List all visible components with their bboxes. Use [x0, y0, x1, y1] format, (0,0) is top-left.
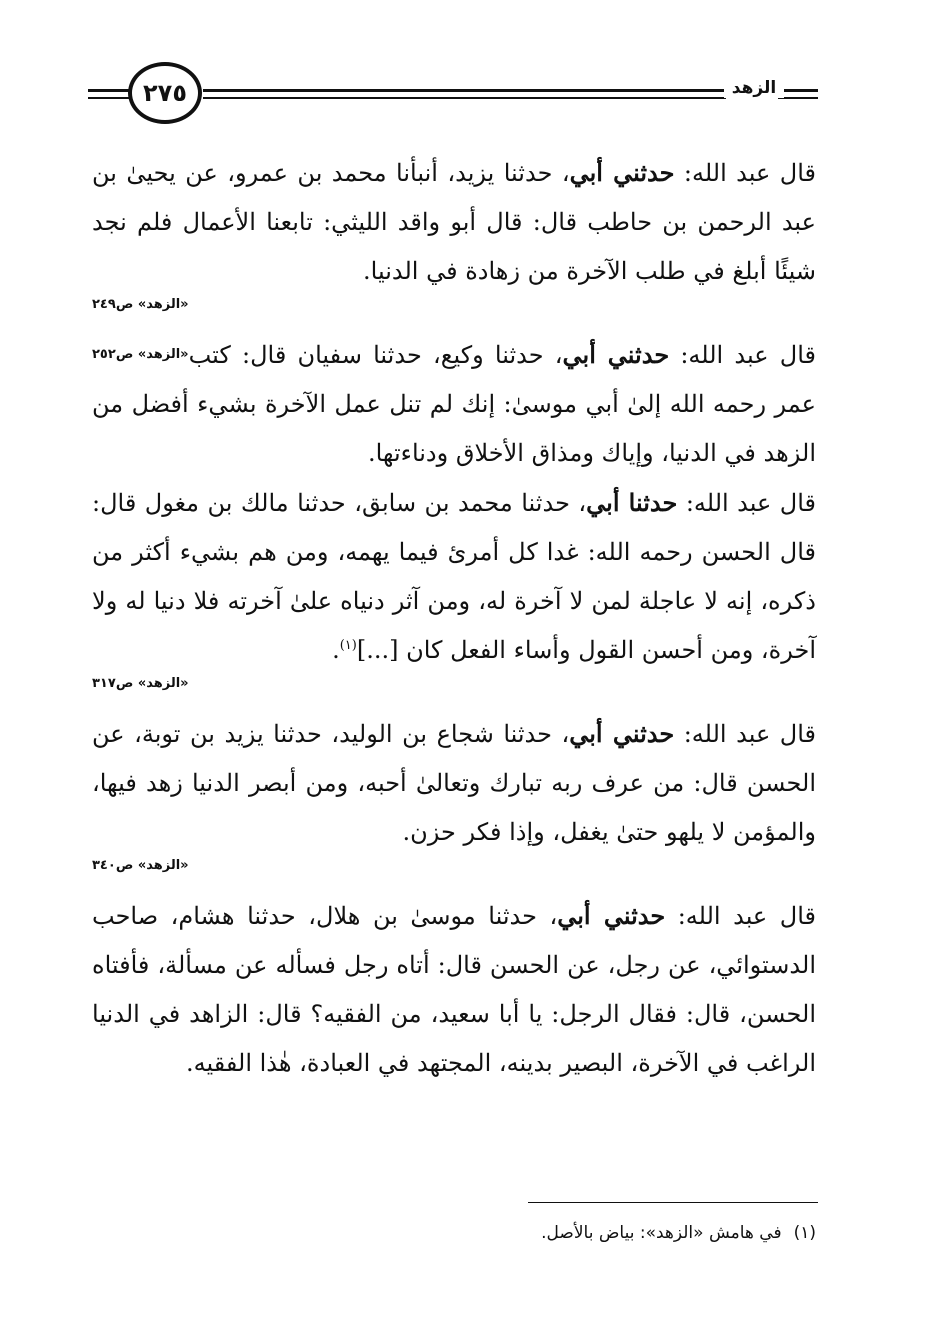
footnote-separator	[528, 1202, 818, 1203]
source-reference: «الزهد» ص٢٤٩	[92, 297, 189, 312]
footnote-marker[interactable]: (١)	[339, 638, 357, 653]
running-title: الزهد	[724, 78, 784, 98]
entry-intro: قال عبد الله:	[669, 341, 816, 369]
hadith-entry	[92, 891, 816, 1088]
footnote	[300, 1218, 816, 1248]
entry-intro: قال عبد الله:	[665, 902, 816, 930]
entry-sheikh: حدثني أبي	[562, 340, 670, 369]
entry-text: ، حدثنا يزيد، أنبأنا محمد بن عمرو، عن يحيىٰ بن عبد الرحمن بن حاطب قال: قال أبو واقد الليثي: تابعنا الأعمال فلم نجد شيئًا أبلغ في طلب الآخرة من زهادة في الدنيا.	[92, 159, 816, 285]
main-text	[92, 148, 816, 1088]
header-rule	[203, 89, 726, 92]
page-number: ٢٧٥	[128, 62, 202, 124]
entry-sheikh: حدثني أبي	[557, 901, 666, 930]
header-rule	[88, 89, 130, 92]
page-header	[88, 62, 818, 132]
hadith-entry	[92, 148, 816, 296]
hadith-entry	[92, 330, 816, 478]
entry-intro: قال عبد الله:	[674, 720, 816, 748]
source-reference: «الزهد» ص٣٤٠	[92, 858, 189, 873]
entry-sheikh: حدثنا أبي	[586, 488, 678, 517]
hadith-entry	[92, 709, 816, 857]
entry-sheikh: حدثني أبي	[569, 719, 675, 748]
entry-text: ، حدثنا محمد بن سابق، حدثنا مالك بن مغول قال: قال الحسن رحمه الله: غدا كل أمرئ فيما يهمه، ومن هم بشيء أكثر من ذكره، إنه لا عاجلة لمن لا آخرة له، ومن آثر دنياه علىٰ آخرته فلا دنيا له ولا آخرة، ومن أحسن القول وأساء الفعل كان [...]	[92, 489, 816, 664]
entry-end: .	[332, 636, 340, 664]
entry-intro: قال عبد الله:	[674, 159, 816, 187]
header-rule	[778, 97, 818, 99]
source-reference: «الزهد» ص٣١٧	[92, 676, 189, 691]
entry-text: ، حدثنا موسىٰ بن هلال، حدثنا هشام، صاحب الدستوائي، عن رجل، عن الحسن قال: أتاه رجل فسأله عن مسألة، فأفتاه الحسن، قال: فقال الرجل: يا أبا سعيد، من الفقيه؟ قال: الزاهد في الدنيا الراغب في الآخرة، البصير بدينه، المجتهد في العبادة، هٰذا الفقيه.	[92, 902, 816, 1077]
hadith-entry	[92, 478, 816, 675]
entry-text: ، حدثنا شجاع بن الوليد، حدثنا يزيد بن توبة، عن الحسن قال: من عرف ربه تبارك وتعالىٰ أحبه، ومن أبصر الدنيا زهد فيها، والمؤمن لا يلهو حتىٰ يغفل، وإذا فكر حزن.	[92, 720, 816, 846]
entry-text: ، حدثنا وكيع، حدثنا سفيان قال: كتب عمر رحمه الله إلىٰ أبي موسىٰ: إنك لم تنل عمل الآخرة بشيء أفضل من الزهد في الدنيا، وإياك ومذاق الأخلاق ودناءتها.	[92, 341, 816, 467]
header-rule	[203, 97, 726, 99]
entry-sheikh: حدثني أبي	[569, 158, 675, 187]
source-reference: «الزهد» ص٢٥٢	[92, 347, 189, 362]
header-rule	[778, 89, 818, 92]
footnote-number: (١)	[793, 1223, 816, 1243]
entry-intro: قال عبد الله:	[677, 489, 817, 517]
footnote-text: في هامش «الزهد»: بياض بالأصل.	[541, 1223, 782, 1243]
header-rule	[88, 97, 130, 99]
